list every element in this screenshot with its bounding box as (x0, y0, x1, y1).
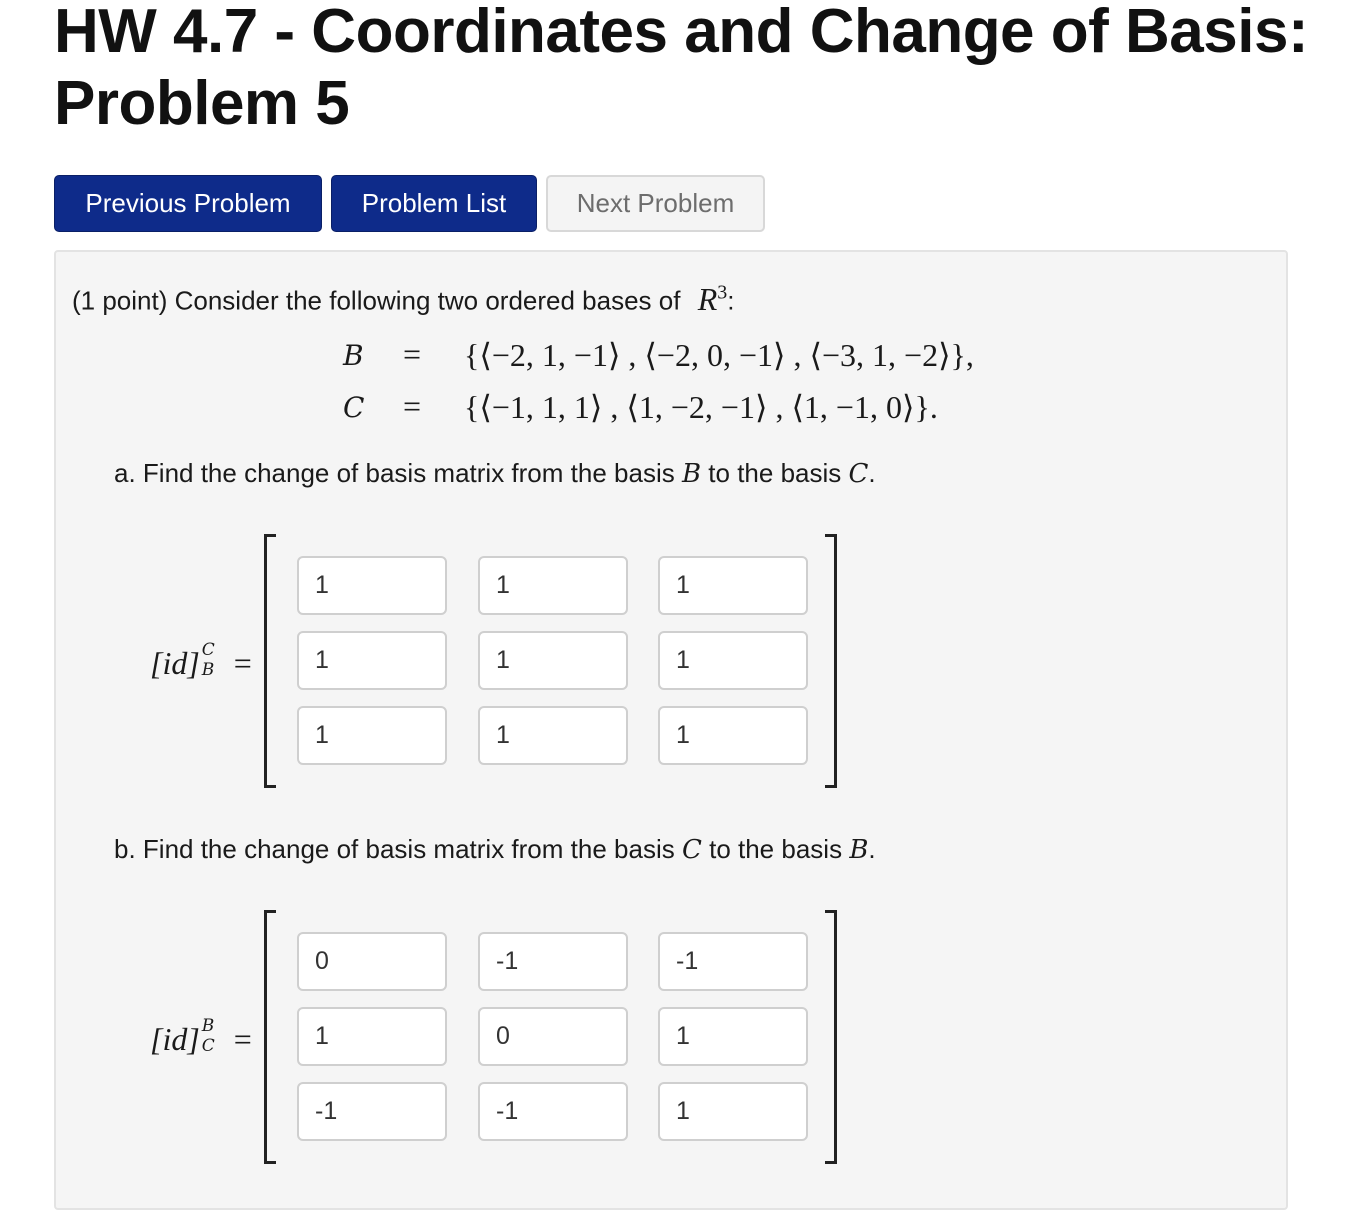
matrix-b-label (150, 1016, 252, 1058)
basis-b-equals: = (403, 336, 422, 372)
basis-c-equation (343, 388, 938, 425)
part-a-mid-text: to the basis (708, 458, 842, 488)
matrix-b-cell-r2c2[interactable] (478, 1007, 628, 1066)
matrix-b-cell-r1c1[interactable] (297, 932, 447, 991)
basis-c-label: C (343, 391, 365, 424)
matrix-a-label (150, 640, 252, 682)
matrix-b-cell-r3c1[interactable] (297, 1082, 447, 1141)
matrix-b-cell-r3c3[interactable] (658, 1082, 808, 1141)
part-a-from-basis: B (681, 459, 702, 489)
part-a-to-basis: C (848, 459, 869, 489)
intro-colon: : (727, 285, 735, 316)
matrix-b-id: [id] (150, 1021, 200, 1057)
next-problem-button[interactable]: Next Problem (546, 175, 765, 232)
matrix-a-cell-r3c2[interactable] (478, 706, 628, 765)
part-a-prompt (114, 453, 876, 494)
matrix-a-sub: B (201, 660, 215, 680)
matrix-b-left-bracket (264, 910, 276, 1164)
matrix-a-right-bracket (825, 534, 837, 788)
matrix-b-right-bracket (825, 910, 837, 1164)
matrix-b-cell-r1c2[interactable] (478, 932, 628, 991)
matrix-a-cell-r1c1[interactable] (297, 556, 447, 615)
matrix-a-cell-r2c1[interactable] (297, 631, 447, 690)
part-b-text: b. Find the change of basis matrix from the basis (114, 834, 675, 864)
part-a-period: . (868, 458, 876, 488)
matrix-b-equals: = (233, 1021, 252, 1057)
part-b-period: . (868, 834, 876, 864)
problem-intro (72, 272, 734, 321)
matrix-a-left-bracket (264, 534, 276, 788)
matrix-a-sup: C (201, 640, 215, 660)
basis-c-equals: = (403, 388, 422, 424)
previous-problem-button[interactable]: Previous Problem (54, 175, 322, 232)
matrix-a-cell-r1c2[interactable] (478, 556, 628, 615)
basis-b-equation (343, 336, 974, 373)
part-a-text: a. Find the change of basis matrix from the basis (114, 458, 675, 488)
matrix-b-sup: B (201, 1016, 215, 1036)
part-b-from-basis: C (681, 835, 702, 865)
basis-c-vectors: {⟨−1, 1, 1⟩ , ⟨1, −2, −1⟩ , ⟨1, −1, 0⟩}. (464, 389, 938, 425)
matrix-b-indices (200, 1016, 226, 1056)
title-line-1: HW 4.7 - Coordinates and Change of Basis: (54, 0, 1309, 66)
problem-list-button[interactable]: Problem List (331, 175, 537, 232)
page-title (54, 0, 1308, 140)
matrix-b-cell-r1c3[interactable] (658, 932, 808, 991)
matrix-a-cell-r3c3[interactable] (658, 706, 808, 765)
matrix-a-indices (200, 640, 226, 680)
space-letter: R (697, 280, 718, 317)
part-b-mid-text: to the basis (709, 834, 843, 864)
matrix-a-equals: = (233, 645, 252, 681)
basis-b-vectors: {⟨−2, 1, −1⟩ , ⟨−2, 0, −1⟩ , ⟨−3, 1, −2⟩}, (464, 337, 974, 373)
matrix-b-cell-r3c2[interactable] (478, 1082, 628, 1141)
part-b-prompt (114, 829, 876, 870)
intro-text: (1 point) Consider the following two ordered bases of (72, 285, 681, 316)
matrix-a-cell-r2c3[interactable] (658, 631, 808, 690)
matrix-a-cell-r1c3[interactable] (658, 556, 808, 615)
matrix-a-id: [id] (150, 645, 200, 681)
part-b-to-basis: B (849, 835, 869, 865)
space-symbol (698, 281, 728, 317)
space-exponent: 3 (717, 281, 728, 303)
matrix-b-sub: C (201, 1036, 215, 1056)
title-line-2: Problem 5 (54, 69, 350, 138)
matrix-a-cell-r2c2[interactable] (478, 631, 628, 690)
matrix-a-cell-r3c1[interactable] (297, 706, 447, 765)
basis-b-label: B (343, 339, 364, 372)
matrix-b-cell-r2c3[interactable] (658, 1007, 808, 1066)
matrix-b-cell-r2c1[interactable] (297, 1007, 447, 1066)
